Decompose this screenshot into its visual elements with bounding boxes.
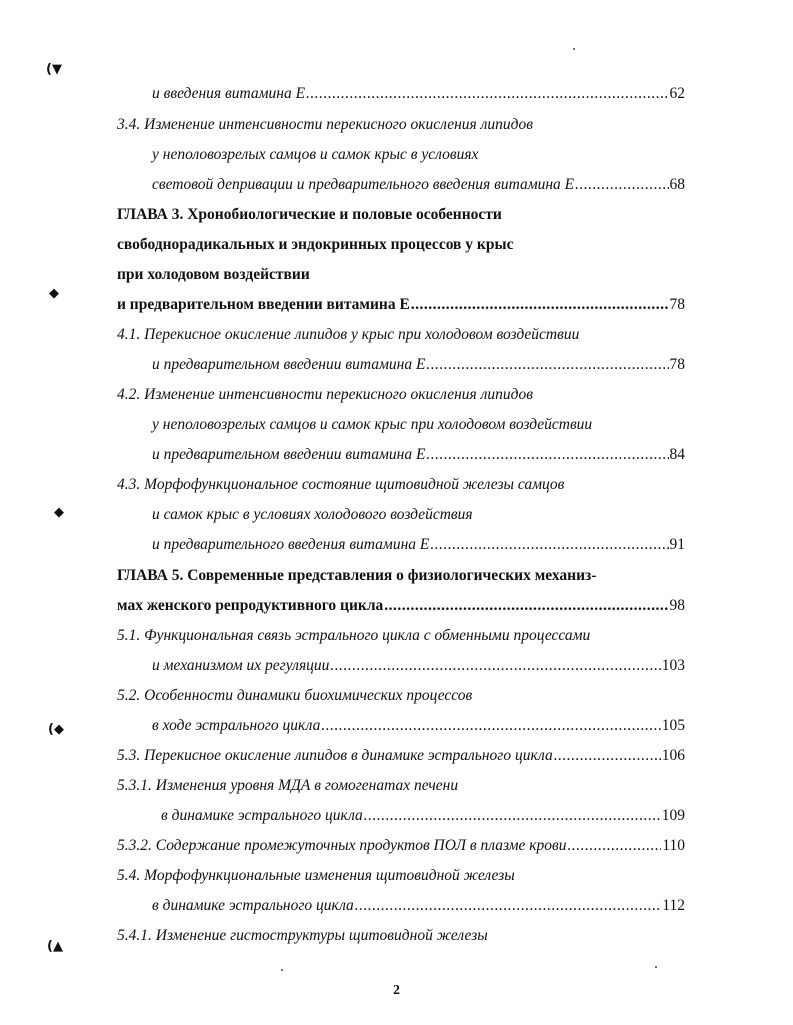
toc-leader-dots [355,894,662,918]
toc-entry-text: 5.2. Особенности динамики биохимических процессов [117,687,473,704]
toc-entry [152,82,685,106]
toc-chapter-heading [117,293,685,317]
margin-mark-2: ◆ [49,286,59,301]
toc-entry-text: в динамике эстрального цикла [161,807,363,824]
toc-entry-text: 4.3. Морфофункциональное состояние щитовидной железы самцов [117,476,565,493]
toc-entry-text: 4.1. Перекисное окисление липидов у крыс при холодовом воздействии [117,326,580,343]
toc-entry-page: 62 [669,85,685,102]
margin-mark-4: (◆ [48,722,64,737]
margin-mark-3: ◆ [54,505,64,520]
toc-entry [117,924,685,948]
toc-entry-page: 78 [669,296,685,313]
toc-entry-text: мах женского репродуктивного цикла [117,597,384,614]
toc-entry [152,353,685,377]
toc-entry-text: ГЛАВА 5. Современные представления о физиологических механиз- [117,567,597,584]
toc-leader-dots [426,443,668,467]
toc-chapter-heading [117,233,685,257]
scan-speck [573,48,575,50]
margin-mark-5: (▲ [47,939,63,954]
toc-leader-dots [330,654,660,678]
toc-entry [152,714,685,738]
toc-entry-page: 105 [661,717,685,734]
toc-entry-text: у неполовозрелых самцов и самок крыс в условиях [152,146,479,163]
toc-leader-dots [568,834,662,858]
toc-leader-dots [321,714,660,738]
toc-entry [152,503,685,527]
toc-entry-page: 110 [662,837,685,854]
toc-entry [117,624,685,648]
toc-leader-dots [411,293,669,317]
toc-entry-page: 112 [662,897,685,914]
toc-entry-text: 5.4. Морфофункциональные изменения щитовидной железы [117,867,515,884]
toc-entry [117,834,685,858]
toc-entry [117,383,685,407]
toc-entry [152,894,685,918]
toc-entry-text: и предварительном введении витамина Е [152,356,426,373]
toc-entry [117,774,685,798]
toc-entry-text: 5.3. Перекисное окисление липидов в динамике эстрального цикла [117,747,553,764]
toc-entry-text: световой депривации и предварительного введения витамина Е [152,176,575,193]
toc-chapter-heading [117,203,685,227]
toc-entry-page: 106 [661,747,685,764]
toc-leader-dots [430,533,668,557]
toc-entry-page: 68 [669,176,685,193]
toc-entry-text: 4.2. Изменение интенсивности перекисного окисления липидов [117,386,533,403]
toc-entry-page: 109 [661,807,685,824]
toc-entry [117,113,685,137]
toc-entry [117,323,685,347]
toc-entry-text: в динамике эстрального цикла [152,897,354,914]
toc-entry [152,143,685,167]
toc-leader-dots [306,82,668,106]
toc-entry [152,654,685,678]
toc-entry-page: 78 [669,356,685,373]
toc-leader-dots [554,744,661,768]
toc-entry-page: 91 [669,536,685,553]
toc-entry-text: и предварительном введении витамина Е [152,446,426,463]
toc-entry [117,744,685,768]
toc-entry-text: 5.3.2. Содержание промежуточных продуктов ПОЛ в плазме крови [117,837,567,854]
toc-entry [152,533,685,557]
scan-speck [655,966,657,968]
toc-leader-dots [575,173,668,197]
toc-entry [152,173,685,197]
toc-entry-page: 98 [669,597,685,614]
toc-leader-dots [364,804,661,828]
toc-leader-dots [426,353,668,377]
toc-entry [117,684,685,708]
toc-entry-text: 5.4.1. Изменение гистоструктуры щитовидной железы [117,927,488,944]
toc-chapter-heading [117,594,685,618]
scan-speck [281,969,283,971]
toc-chapter-heading [117,263,685,287]
toc-entry [152,443,685,467]
toc-entry-page: 103 [661,657,685,674]
toc-entry-text: 5.1. Функциональная связь эстрального цикла с обменными процессами [117,627,591,644]
toc-leader-dots [384,594,668,618]
toc-entry-text: у неполовозрелых самцов и самок крыс при холодовом воздействии [152,416,593,433]
toc-entry-text: ГЛАВА 3. Хронобиологические и половые особенности [117,206,502,223]
toc-entry-page: 84 [669,446,685,463]
toc-entry-text: в ходе эстрального цикла [152,717,321,734]
toc-entry-text: и самок крыс в условиях холодового воздействия [152,506,473,523]
toc-entry [117,473,685,497]
toc-entry-text: и механизмом их регуляции [152,657,330,674]
toc-entry-text: и предварительном введении витамина Е [117,296,410,313]
toc-entry-text: 5.3.1. Изменения уровня МДА в гомогенатах печени [117,777,459,794]
toc-entry-text: свободнорадикальных и эндокринных процессов у крыс [117,236,514,253]
toc-entry-text: и введения витамина Е [152,85,306,102]
toc-entry-text: и предварительного введения витамина Е [152,536,430,553]
toc-chapter-heading [117,564,685,588]
toc-entry [117,864,685,888]
toc-entry-text: 3.4. Изменение интенсивности перекисного окисления липидов [117,116,533,133]
toc-entry-text: при холодовом воздействии [117,266,310,283]
toc-entry [161,804,685,828]
margin-mark-1: (▼ [46,62,62,77]
toc-entry [152,413,685,437]
page-number: 2 [393,983,400,998]
